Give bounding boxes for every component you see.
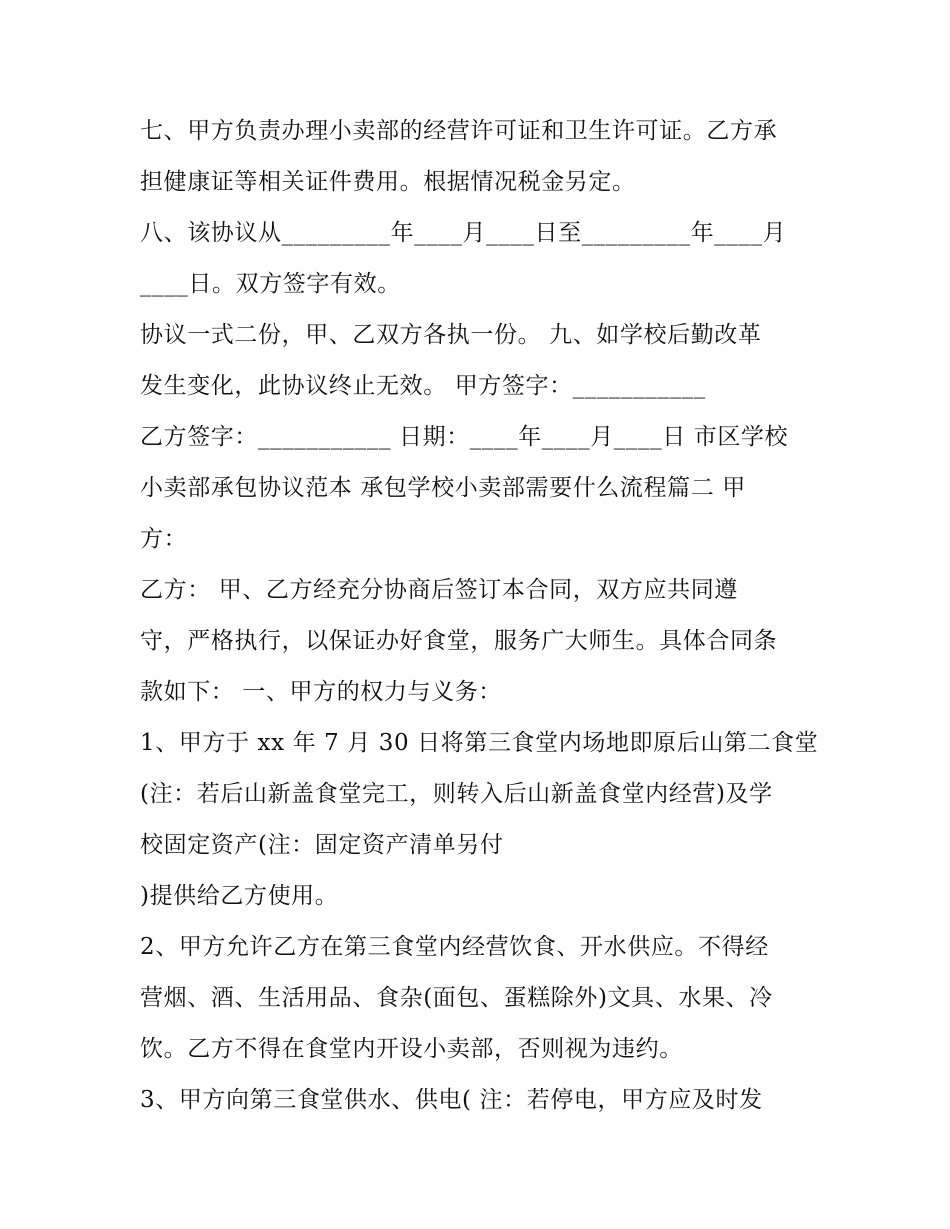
text-line: ____日。双方签字有效。 — [140, 271, 401, 297]
text-line: 乙方： 甲、乙方经充分协商后签订本合同，双方应共同遵 — [140, 577, 738, 603]
text-line: 守，严格执行，以保证办好食堂，服务广大师生。具体合同条 — [140, 628, 778, 654]
text-line: 校固定资产(注：固定资产清单另付 — [140, 832, 504, 858]
text-line: 七、甲方负责办理小卖部的经营许可证和卫生许可证。乙方承 — [140, 118, 778, 144]
text-line: 2、甲方允许乙方在第三食堂内经营饮食、开水供应。不得经 — [140, 934, 769, 960]
text-line: 营烟、酒、生活用品、食杂(面包、蛋糕除外)文具、水果、冷 — [140, 985, 773, 1011]
text-line: 3、甲方向第三食堂供水、供电( 注：若停电，甲方应及时发 — [140, 1087, 763, 1113]
text-line: 方： — [140, 526, 188, 552]
text-line: )提供给乙方使用。 — [140, 883, 339, 909]
text-line: 协议一式二份，甲、乙双方各执一份。 九、如学校后勤改革 — [140, 322, 762, 348]
document-body — [140, 108, 820, 1128]
text-line: 乙方签字：___________ 日期：____年____月____日 市区学校 — [140, 424, 789, 450]
text-line: 小卖部承包协议范本 承包学校小卖部需要什么流程篇二 甲 — [140, 475, 746, 501]
text-line: 八、该协议从_________年____月____日至_________年____月 — [140, 220, 787, 246]
text-line: 1、甲方于 xx 年 7 月 30 日将第三食堂内场地即原后山第二食堂 — [140, 730, 819, 756]
text-line: 款如下： 一、甲方的权力与义务： — [140, 679, 502, 705]
text-line: (注：若后山新盖食堂完工，则转入后山新盖食堂内经营)及学 — [140, 781, 773, 807]
text-line: 担健康证等相关证件费用。根据情况税金另定。 — [140, 169, 636, 195]
text-line: 发生变化，此协议终止无效。 甲方签字：___________ — [140, 373, 706, 399]
text-line: 饮。乙方不得在食堂内开设小卖部，否则视为违约。 — [140, 1036, 683, 1062]
